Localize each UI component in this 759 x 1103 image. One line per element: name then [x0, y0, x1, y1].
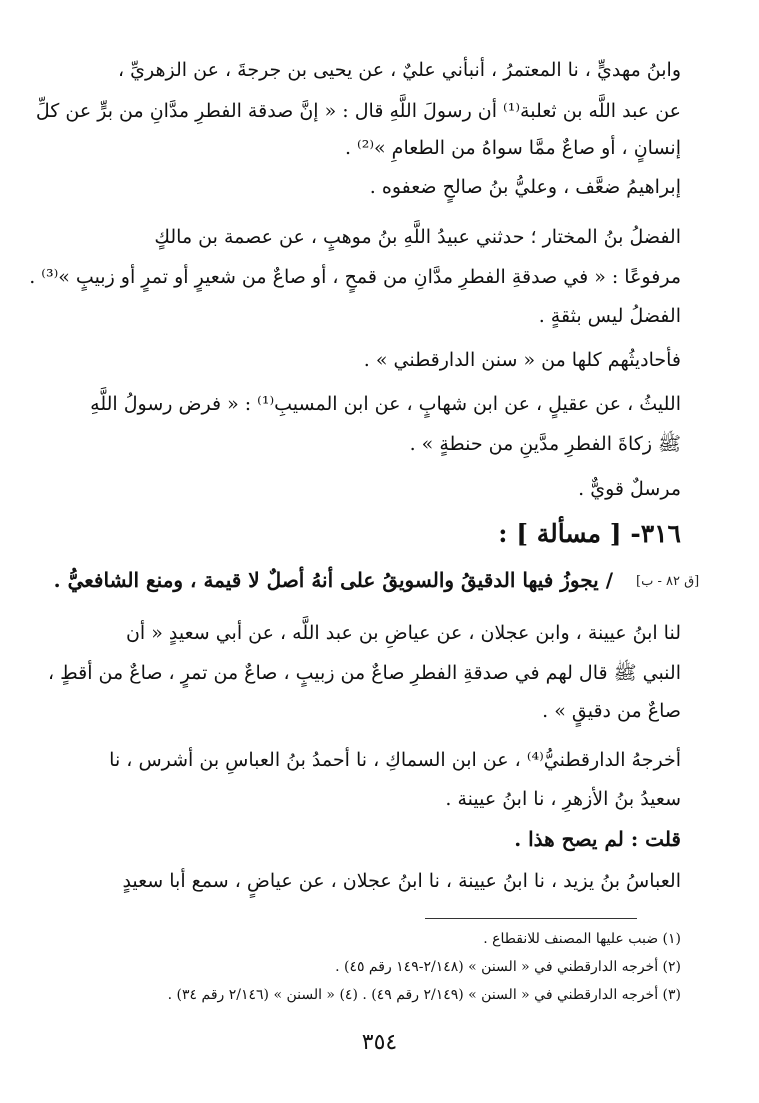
text-line-10: ﷺ زكاةَ الفطرِ مدَّينِ من حنطةٍ » . — [409, 433, 681, 455]
footnote-1: (١) ضبب عليها المصنف للانقطاع . — [483, 931, 681, 947]
text-line-17: العباسُ بنُ يزيد ، نا ابنُ عيينة ، نا ابنُ عجلان ، عن عياضٍ ، سمع أبا سعيدٍ — [122, 870, 681, 892]
text-line-6: مرفوعًا : « في صدقةِ الفطرِ مدَّانِ من قمحٍ ، أو صاعٌ من شعيرٍ أو تمرٍ أو زبيبٍ »⁽³⁾ . — [29, 266, 681, 288]
text-line-5: الفضلُ بنُ المختار ؛ حدثني عبيدُ اللَّهِ بنُ موهبٍ ، عن عصمة بن مالكٍ — [154, 226, 681, 248]
text-line-8: فأحاديثُهم كلها من « سنن الدارقطني » . — [363, 349, 681, 371]
text-line-16: سعيدُ بنُ الأزهرِ ، نا ابنُ عيينة . — [445, 788, 681, 810]
footnote-2: (٢) أخرجه الدارقطني في « السنن » (٢/١٤٨-١٤٩ رقم ٤٥) . — [335, 959, 681, 975]
footnote-divider — [425, 918, 637, 919]
page-number: ٣٥٤ — [361, 1030, 398, 1055]
text-line-13: النبي ﷺ قال لهم في صدقةِ الفطرِ صاعٌ من زبيبٍ ، صاعٌ من تمرٍ ، صاعٌ من أقطٍ ، — [47, 662, 681, 684]
text-line-4: إبراهيمُ ضعَّف ، وعليُّ بنُ صالحٍ ضعفوه . — [369, 176, 681, 198]
text-line-1: وابنُ مهديٍّ ، نا المعتمرُ ، أنبأني عليٌ ، عن يحيى بن جرجةَ ، عن الزهريِّ ، — [117, 59, 681, 81]
manuscript-folio-ref: [ق ٨٢ - ب] — [636, 574, 700, 589]
text-line-9: الليثُ ، عن عقيلٍ ، عن ابن شهابٍ ، عن ابن المسيبِ⁽¹⁾ : « فرض رسولُ اللَّهِ — [90, 393, 681, 415]
text-line-2: عن عبد اللَّه بن ثعلبة⁽¹⁾ أن رسولَ اللَّهِ قال : « إنَّ صدقة الفطرِ مدَّانِ من برٍّ عن كلِّ — [35, 100, 681, 122]
text-line-14: صاعٌ من دقيقٍ » . — [542, 700, 681, 722]
text-line-12: لنا ابنُ عيينة ، وابن عجلان ، عن عياضِ بن عبد اللَّه ، عن أبي سعيدٍ « أن — [125, 622, 681, 644]
text-line-11: مرسلٌ قويٌّ . — [578, 478, 681, 500]
text-line-15: أخرجهُ الدارقطنيُّ⁽⁴⁾ ، عن ابن السماكِ ، نا أحمدُ بنُ العباسِ بن أشرس ، نا — [109, 749, 681, 771]
qult-remark: قلت : لم يصح هذا . — [514, 827, 681, 851]
footnote-3-4: (٣) أخرجه الدارقطني في « السنن » (٢/١٤٩ رقم ٤٩) . (٤) « السنن » (٢/١٤٦ رقم ٣٤) . — [167, 987, 681, 1003]
masala-statement: / يجوزُ فيها الدقيقُ والسويقُ على أنهُ أصلٌ لا قيمة ، ومنع الشافعيُّ . — [53, 568, 613, 592]
text-line-3: إنسانٍ ، أو صاعٌ ممَّا سواهُ من الطعامِ »⁽²⁾ . — [344, 137, 681, 159]
text-line-7: الفضلُ ليس بثقةٍ . — [538, 305, 681, 327]
masala-heading: ٣١٦- [ مسألة ] : — [498, 519, 681, 548]
